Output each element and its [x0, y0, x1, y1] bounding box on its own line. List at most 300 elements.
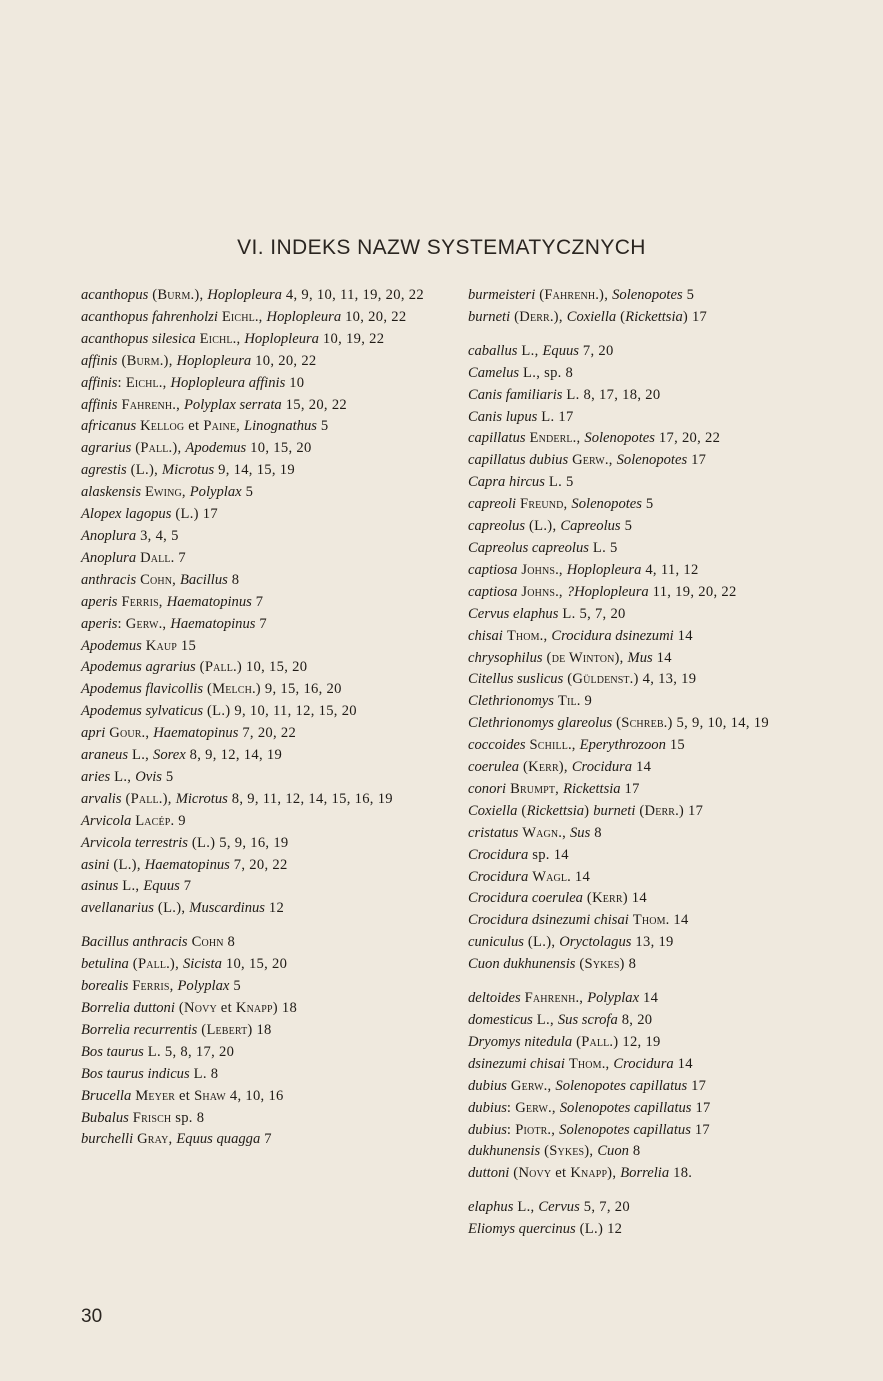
- entry-text: sp. 8: [171, 1109, 205, 1126]
- author-name: Fahrenh.: [524, 990, 580, 1007]
- author-name: Pall.: [140, 440, 173, 457]
- entry-text: (L.),: [109, 856, 145, 873]
- author-name: Dall.: [140, 549, 175, 566]
- entry-text: 9, 14, 15, 19: [214, 462, 295, 479]
- entry-text: (: [535, 287, 545, 303]
- author-name: Wagn.: [522, 824, 563, 841]
- entry-text: ),: [599, 287, 613, 303]
- entry-text: 14: [632, 759, 652, 776]
- author-name: Pall.: [130, 790, 163, 807]
- taxon-name: Sorex: [153, 747, 186, 764]
- entry-text: (: [575, 956, 585, 973]
- taxon-name: Sus scrofa: [557, 1012, 618, 1028]
- entry-text: et: [175, 1087, 195, 1104]
- taxon-name: aries: [81, 768, 111, 785]
- index-entry: [81, 976, 443, 998]
- entry-text: ,: [547, 1077, 556, 1094]
- entry-text: L., sp. 8: [519, 364, 574, 381]
- taxon-name: burchelli: [81, 1131, 134, 1148]
- entry-text: 7: [260, 1131, 272, 1148]
- entry-text: (: [197, 1021, 207, 1038]
- entry-text: ,: [571, 737, 580, 754]
- entry-text: ),: [194, 287, 208, 303]
- index-column-left: [81, 285, 443, 1151]
- taxon-name: Polyplax serrata: [184, 396, 282, 413]
- index-entry: [81, 438, 443, 460]
- entry-text: (L.) 5, 9, 16, 19: [187, 834, 289, 851]
- entry-text: ) 18: [247, 1021, 272, 1038]
- index-entry: [81, 373, 443, 395]
- entry-text: ) 18: [272, 1000, 298, 1016]
- index-entry: [81, 723, 443, 745]
- taxon-name: asinus: [81, 878, 119, 895]
- taxon-name: Linognathus: [244, 418, 317, 435]
- author-name: Gray: [137, 1131, 169, 1148]
- taxon-name: Crocidura: [613, 1055, 674, 1072]
- entry-text: 17, 20, 22: [654, 430, 721, 447]
- index-entry: [468, 932, 833, 954]
- taxon-name: Arvicola: [81, 812, 132, 829]
- entry-text: ,: [162, 615, 171, 632]
- entry-text: ,: [158, 593, 167, 610]
- entry-text: 5: [316, 418, 329, 435]
- entry-text: L.,: [513, 1199, 539, 1216]
- entry-text: 5: [641, 496, 654, 513]
- taxon-name: acanthopus: [81, 287, 149, 303]
- taxon-name: captiosa: [468, 561, 518, 578]
- index-entry: [81, 1108, 443, 1130]
- author-name: Sykes: [584, 956, 620, 973]
- index-entry: [468, 560, 833, 582]
- entry-text: et: [551, 1165, 571, 1182]
- entry-text: 10, 20, 22: [251, 352, 317, 369]
- taxon-name: Solenopotes: [616, 452, 688, 469]
- index-entry: [468, 285, 833, 307]
- entry-text: ,: [605, 1055, 614, 1072]
- index-entry: [81, 285, 443, 307]
- index-entry: [468, 823, 833, 845]
- entry-text: ),: [162, 790, 176, 807]
- entry-text: ,: [608, 452, 617, 469]
- taxon-name: Arvicola terrestris: [81, 834, 188, 851]
- taxon-name: burmeisteri: [468, 287, 536, 303]
- taxon-name: Apodemus flavicollis: [81, 681, 204, 698]
- taxon-name: Cervus elaphus: [468, 605, 559, 622]
- entry-text: ) 17: [678, 802, 704, 819]
- taxon-name: Borrelia recurrentis: [81, 1021, 198, 1038]
- index-entry: [468, 1197, 833, 1219]
- taxon-name: Rickettsia: [563, 780, 621, 797]
- taxon-name: Solenopotes capillatus: [559, 1121, 691, 1138]
- entry-text: sp. 14: [528, 846, 569, 863]
- author-name: Gerw.: [515, 1099, 552, 1116]
- entry-text: ,: [543, 627, 552, 644]
- taxon-name: Borrelia duttoni: [81, 1000, 175, 1016]
- entry-text: :: [117, 374, 126, 391]
- author-name: Kellog: [140, 418, 185, 435]
- author-name: Fahrenh.: [121, 396, 177, 413]
- taxon-name: Capreolus: [560, 518, 621, 535]
- entry-text: (: [509, 1165, 519, 1182]
- author-name: Derr.: [519, 308, 554, 325]
- index-entry: [468, 648, 833, 670]
- index-entry: [468, 1054, 833, 1076]
- taxon-name: Bos taurus: [81, 1043, 144, 1060]
- entry-text: et: [216, 1000, 236, 1016]
- index-entry: [81, 855, 443, 877]
- entry-text: ,: [236, 418, 244, 435]
- index-entry: [468, 757, 833, 779]
- taxon-name: dsinezumi chisai: [468, 1055, 565, 1072]
- taxon-name: Anoplura: [81, 527, 137, 544]
- taxon-name: Ovis: [135, 768, 162, 785]
- entry-text: :: [117, 615, 126, 632]
- entry-text: ,: [162, 374, 171, 391]
- taxon-name: Brucella: [81, 1087, 132, 1104]
- author-name: Eichl.: [199, 330, 237, 347]
- index-entry: [468, 988, 833, 1010]
- author-name: Gerw.: [510, 1077, 548, 1094]
- taxon-name: Apodemus: [81, 637, 142, 654]
- taxon-name: Rickettsia: [526, 802, 585, 819]
- taxon-name: agrarius: [81, 440, 132, 457]
- entry-text: 15: [665, 737, 686, 754]
- taxon-name: Solenopotes: [612, 287, 683, 303]
- index-entry: [468, 1219, 833, 1241]
- taxon-name: arvalis: [81, 790, 122, 807]
- entry-text: 10: [285, 374, 305, 391]
- taxon-name: Equus: [143, 878, 180, 895]
- taxon-name: Hoplopleura: [176, 352, 252, 369]
- index-entry: [468, 867, 833, 889]
- entry-text: 14: [673, 627, 693, 644]
- index-entry: [81, 614, 443, 636]
- entry-text: 3, 4, 5: [136, 527, 179, 544]
- taxon-name: aperis: [81, 593, 118, 610]
- entry-text: (: [174, 1000, 185, 1016]
- taxon-name: Citellus suslicus: [468, 671, 564, 688]
- index-entry: [81, 592, 443, 614]
- taxon-name: Capra hircus: [468, 474, 545, 491]
- entry-text: L.,: [517, 342, 543, 359]
- entry-text: L.,: [118, 878, 144, 895]
- entry-text: L. 8: [189, 1065, 219, 1082]
- entry-text: (: [563, 671, 573, 688]
- page-title: VI. INDEKS NAZW SYSTEMATYCZNYCH: [237, 236, 646, 259]
- author-name: Frisch: [132, 1109, 172, 1126]
- taxon-name: Crocidura dsinezumi: [551, 627, 674, 644]
- entry-text: :: [506, 1121, 516, 1138]
- entry-text: 7: [174, 549, 187, 566]
- taxon-name: Microtus: [162, 462, 215, 479]
- taxon-name: Hoplopleura: [207, 287, 282, 303]
- index-entry: [468, 1098, 833, 1120]
- index-entry: [468, 954, 833, 976]
- index-entry: [81, 998, 443, 1020]
- entry-text: (L.),: [525, 518, 561, 535]
- author-name: Fahrenh.: [544, 287, 600, 303]
- index-entry: [468, 779, 833, 801]
- entry-text: L. 8, 17, 18, 20: [562, 386, 661, 403]
- taxon-name: coccoides: [468, 737, 526, 754]
- taxon-name: capillatus: [468, 430, 526, 447]
- index-entry: [468, 1076, 833, 1098]
- taxon-name: burneti: [593, 802, 636, 819]
- index-entry: [468, 385, 833, 407]
- taxon-name: alaskensis: [81, 484, 141, 501]
- entry-text: 9: [580, 693, 593, 710]
- index-entry: [81, 767, 443, 789]
- author-name: Piotr.: [515, 1121, 552, 1138]
- entry-text: et: [184, 418, 204, 435]
- author-name: Gour.: [109, 725, 146, 742]
- entry-text: (L.) 17: [171, 506, 218, 523]
- entry-text: 8: [590, 824, 602, 841]
- taxon-name: betulina: [81, 956, 129, 973]
- entry-text: (: [195, 659, 205, 676]
- index-entry: [81, 1129, 443, 1151]
- entry-text: 17: [620, 780, 640, 797]
- taxon-name: Dryomys nitedula: [468, 1033, 573, 1050]
- entry-text: (: [582, 890, 593, 907]
- entry-text: ) 14: [622, 890, 647, 907]
- entry-text: L.,: [532, 1012, 558, 1028]
- author-name: Gerw.: [125, 615, 163, 632]
- entry-text: 5: [682, 287, 695, 303]
- author-name: de Winton: [551, 649, 615, 666]
- entry-text: ,: [562, 824, 570, 841]
- index-entry: [81, 954, 443, 976]
- taxon-name: Cuon: [597, 1143, 629, 1160]
- index-entry: [81, 789, 443, 811]
- taxon-name: affinis: [81, 374, 118, 391]
- taxon-name: Crocidura: [571, 759, 633, 776]
- taxon-name: Crocidura: [468, 846, 529, 863]
- author-name: Ferris: [132, 978, 170, 995]
- index-entry: [81, 548, 443, 570]
- entry-text: (L.) 12: [575, 1221, 623, 1238]
- entry-text: (: [635, 802, 645, 819]
- author-name: Pall.: [204, 659, 237, 676]
- entry-text: 7: [251, 593, 264, 610]
- entry-text: ),: [553, 308, 567, 325]
- author-name: Cohn: [191, 934, 224, 951]
- entry-text: 15, 20, 22: [281, 396, 348, 413]
- author-name: Schill.: [529, 737, 572, 754]
- index-entry: [81, 636, 443, 658]
- index-entry: [81, 395, 443, 417]
- taxon-name: acanthopus fahrenholzi: [81, 308, 218, 325]
- index-entry: [468, 691, 833, 713]
- index-entry: [81, 932, 443, 954]
- taxon-name: Canis familiaris: [468, 386, 563, 403]
- entry-text: 10, 15, 20: [221, 956, 288, 973]
- entry-text: (: [203, 681, 213, 698]
- author-name: Pall.: [137, 956, 170, 973]
- entry-text: (: [612, 715, 622, 732]
- entry-text: 4, 9, 10, 11, 19, 20, 22: [281, 287, 424, 303]
- entry-text: ,: [181, 484, 190, 501]
- author-name: Thom.: [632, 912, 670, 929]
- index-entry: [468, 888, 833, 910]
- taxon-name: Apodemus agrarius: [81, 659, 196, 676]
- entry-text: 14: [639, 990, 659, 1007]
- index-entry: [468, 472, 833, 494]
- entry-text: ) 5, 9, 10, 14, 19: [667, 715, 769, 732]
- taxon-name: cristatus: [468, 824, 519, 841]
- taxon-name: Equus: [542, 342, 579, 359]
- entry-text: 4, 10, 16: [225, 1087, 284, 1104]
- author-name: Sykes: [549, 1143, 585, 1160]
- entry-text: 17: [687, 1077, 707, 1094]
- taxon-name: Eliomys quercinus: [468, 1221, 576, 1238]
- taxon-name: Equus quagga: [176, 1131, 261, 1148]
- entry-text: ) 12, 19: [613, 1033, 661, 1050]
- taxon-name: agrestis: [81, 462, 127, 479]
- entry-text: 17: [691, 1099, 711, 1116]
- taxon-name: captiosa: [468, 583, 518, 600]
- index-entry: [468, 363, 833, 385]
- entry-text: (L.) 9, 10, 11, 12, 15, 20: [203, 703, 357, 720]
- author-name: Knapp: [570, 1165, 608, 1182]
- author-name: Gerw.: [572, 452, 609, 469]
- entry-text: ,: [555, 780, 564, 797]
- entry-text: (L.),: [126, 462, 163, 479]
- index-entry: [468, 538, 833, 560]
- entry-text: 5, 7, 20: [579, 1199, 630, 1216]
- entry-text: 8, 9, 12, 14, 19: [185, 747, 283, 764]
- entry-text: ,: [551, 1121, 560, 1138]
- taxon-name: conori: [468, 780, 507, 797]
- entry-text: (: [616, 308, 626, 325]
- taxon-name: Oryctolagus: [559, 934, 632, 951]
- entry-text: (: [542, 649, 552, 666]
- entry-text: 18.: [669, 1165, 693, 1182]
- index-entry: [81, 679, 443, 701]
- entry-text: 14: [570, 868, 591, 885]
- entry-text: ,: [563, 496, 572, 513]
- entry-text: 10, 15, 20: [246, 440, 312, 457]
- entry-text: (: [128, 956, 138, 973]
- entry-text: 8, 20: [617, 1012, 653, 1028]
- taxon-name: Bubalus: [81, 1109, 129, 1126]
- index-entry: [468, 845, 833, 867]
- taxon-name: Anoplura: [81, 549, 137, 566]
- index-entry: [468, 582, 833, 604]
- entry-text: L. 5: [544, 474, 574, 491]
- entry-text: 14: [669, 912, 689, 929]
- entry-text: 8: [223, 934, 236, 951]
- author-name: Knapp: [235, 1000, 273, 1016]
- taxon-name: Solenopotes capillatus: [555, 1077, 688, 1094]
- taxon-name: Apodemus: [185, 440, 247, 457]
- author-name: Kerr: [528, 759, 559, 776]
- entry-text: ): [584, 802, 594, 819]
- entry-text: ) 8: [619, 956, 637, 973]
- index-entry: [468, 450, 833, 472]
- index-entry: [468, 604, 833, 626]
- index-entry: [468, 494, 833, 516]
- entry-text: ) 4, 13, 19: [633, 671, 697, 688]
- entry-text: 5: [620, 518, 633, 535]
- taxon-name: borealis: [81, 978, 129, 995]
- index-entry: [81, 460, 443, 482]
- index-entry: [81, 1042, 443, 1064]
- taxon-name: burneti: [468, 308, 511, 325]
- author-name: Thom.: [568, 1055, 606, 1072]
- entry-text: 12: [264, 900, 285, 917]
- index-entry: [468, 341, 833, 363]
- taxon-name: Haematopinus: [144, 856, 230, 873]
- entry-text: ),: [614, 649, 628, 666]
- taxon-name: asini: [81, 856, 110, 873]
- entry-text: ,: [551, 1099, 560, 1116]
- taxon-name: chisai: [468, 627, 503, 644]
- author-name: Freund: [520, 496, 564, 513]
- author-name: Kerr: [592, 890, 623, 907]
- author-name: Ewing: [144, 484, 182, 501]
- taxon-name: Bacillus: [180, 571, 228, 588]
- author-name: Burm.: [126, 352, 164, 369]
- taxon-name: anthracis: [81, 571, 137, 588]
- entry-text: L. 17: [537, 408, 574, 425]
- index-entry: [81, 482, 443, 504]
- taxon-name: Hoplopleura: [566, 561, 642, 578]
- entry-text: 7, 20, 22: [238, 725, 297, 742]
- entry-text: ),: [607, 1165, 621, 1182]
- taxon-name: Polyplax: [177, 978, 230, 995]
- entry-text: 7: [179, 878, 192, 895]
- taxon-name: dukhunensis: [468, 1143, 541, 1160]
- index-entry: [81, 307, 443, 329]
- index-entry: [468, 626, 833, 648]
- author-name: Lebert: [206, 1021, 248, 1038]
- entry-text: ,: [145, 725, 154, 742]
- taxon-name: Haematopinus: [153, 725, 239, 742]
- entry-text: (: [121, 790, 131, 807]
- taxon-name: Sus: [569, 824, 591, 841]
- entry-text: 9: [174, 812, 186, 829]
- entry-text: ) 17: [682, 308, 708, 325]
- entry-text: ,: [169, 978, 178, 995]
- taxon-name: affinis: [81, 396, 118, 413]
- index-entry: [468, 407, 833, 429]
- entry-text: 13, 19: [631, 934, 674, 951]
- entry-text: ,: [172, 571, 180, 588]
- index-entry: [81, 898, 443, 920]
- entry-text: 8: [628, 1143, 641, 1160]
- taxon-name: araneus: [81, 747, 129, 764]
- taxon-name: capreolus: [468, 518, 526, 535]
- entry-text: ,: [258, 308, 267, 325]
- entry-text: ) 10, 15, 20: [236, 659, 308, 676]
- index-entry: [81, 833, 443, 855]
- entry-text: 17: [690, 1121, 711, 1138]
- entry-text: (: [510, 308, 520, 325]
- author-name: Wagl.: [532, 868, 571, 885]
- entry-text: ,: [579, 990, 588, 1007]
- author-name: Melch.: [212, 681, 256, 698]
- entry-text: ),: [558, 759, 572, 776]
- author-name: Eichl.: [125, 374, 163, 391]
- author-name: Güldenst.: [572, 671, 634, 688]
- taxon-name: dubius: [468, 1099, 507, 1116]
- taxon-name: domesticus: [468, 1012, 533, 1028]
- entry-text: (L.),: [153, 900, 190, 917]
- taxon-name: Crocidura dsinezumi chisai: [468, 912, 629, 929]
- author-name: Johns.: [521, 561, 559, 578]
- entry-text: ,: [236, 330, 245, 347]
